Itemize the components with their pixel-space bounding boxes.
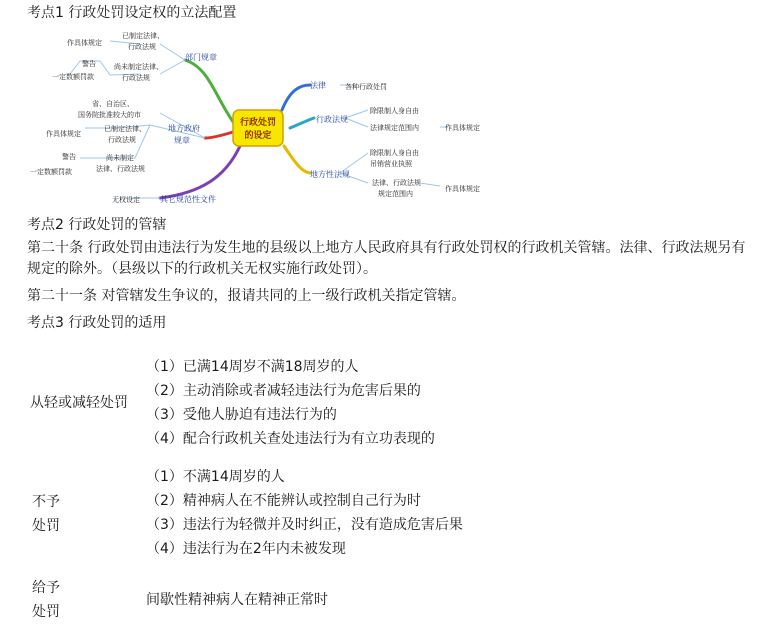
- branch-qita-guifan: 其它规范性文件: [160, 195, 216, 204]
- congqing-item-3: （3）受他人胁迫有违法行为的: [146, 407, 337, 423]
- branch-line-difang-zhengfu: [205, 132, 233, 138]
- center-line-1: 行政处罚: [239, 118, 277, 128]
- leaf-zuo-juti-2: 作具体规定: [46, 130, 81, 138]
- section1-title: 考点1 行政处罚设定权的立法配置: [27, 5, 237, 21]
- leaf-zuo-juti-1: 作具体规定: [67, 39, 102, 47]
- branch-bumen-guizhang: 部门规章: [185, 53, 217, 62]
- leaf-falv-guiding: 法律规定范围内: [370, 124, 419, 132]
- branch-difang-fagui: 地方性法规: [310, 170, 350, 179]
- buyu-item-1: （1）不满14周岁的人: [146, 469, 285, 485]
- mindmap-diagram: [0, 28, 560, 214]
- group-label-buyu-2: 处罚: [32, 518, 60, 534]
- branch-line-qita: [160, 146, 240, 198]
- buyu-item-3: （3）违法行为轻微并及时纠正，没有造成危害后果: [146, 517, 463, 533]
- congqing-item-2: （2）主动消除或者减轻违法行为危害后果的: [146, 383, 421, 399]
- group-label-buyu-1: 不予: [32, 494, 60, 510]
- group-label-congqing: 从轻或减轻处罚: [30, 395, 128, 411]
- leaf-zuo-juti-3: 作具体规定: [445, 124, 480, 132]
- section3-title: 考点3 行政处罚的适用: [27, 315, 167, 331]
- buyu-item-2: （2）精神病人在不能辨认或控制自己行为时: [146, 493, 421, 509]
- buyu-item-4: （4）违法行为在2年内未被发现: [146, 541, 346, 557]
- leaf-yidingshue-1: 一定数额罚款: [52, 73, 94, 81]
- leaf-falv-xingzheng-b: 规定范围内: [378, 190, 413, 198]
- leaf-chu-xianzhi-2b: 吊销营业执照: [370, 160, 412, 168]
- leaf-wuquan-sheding: 无权设定: [112, 196, 140, 204]
- group-label-jiyu-1: 给予: [32, 580, 60, 596]
- leaf-jinggao-1: 警告: [82, 60, 96, 68]
- leaf-shangwei-2b: 法律、行政法规: [96, 165, 145, 173]
- branch-line-difang-fagui: [284, 146, 310, 173]
- branch-difang-zhengfu-2: 规章: [174, 136, 190, 145]
- branch-falv: 法律: [310, 81, 326, 90]
- leaf-jinggao-2: 警告: [62, 153, 76, 161]
- leaf-shangwei-1b: 行政法规: [122, 74, 150, 82]
- leaf-zuo-juti-4: 作具体规定: [445, 185, 480, 193]
- leaf-sheng-2: 国务院批准较大的市: [78, 111, 141, 119]
- leaf-falv-xingzheng-a: 法律、行政法规: [372, 179, 421, 187]
- leaf-chu-xianzhi-2a: 除限制人身自由: [370, 149, 419, 157]
- congqing-item-1: （1）已满14周岁不满18周岁的人: [146, 359, 359, 375]
- leaf-yidingshue-2: 一定数额罚款: [30, 168, 72, 176]
- branch-line-bumen: [185, 60, 236, 126]
- leaf-yizhiding-2b: 行政法规: [108, 136, 136, 144]
- branch-line-xingzheng-fagui: [290, 118, 314, 128]
- leaf-yizhiding-2a: 已制定法律、: [104, 125, 146, 133]
- leaf-gezhong-chufa: 各种行政处罚: [345, 83, 387, 91]
- section2-title: 考点2 行政处罚的管辖: [27, 217, 167, 233]
- leaf-sheng-1: 省、自治区、: [92, 100, 134, 108]
- leaf-chu-xianzhi: 除限制人身自由: [370, 107, 419, 115]
- congqing-item-4: （4）配合行政机关查处违法行为有立功表现的: [146, 431, 435, 447]
- branch-line-falv: [282, 85, 310, 110]
- jiyu-item-1: 间歇性精神病人在精神正常时: [146, 592, 328, 608]
- article-21: 第二十一条 对管辖发生争议的，报请共同的上一级行政机关指定管辖。: [27, 288, 466, 304]
- leaf-shangwei-2a: 尚未制定: [106, 154, 134, 162]
- branch-difang-zhengfu-1: 地方政府: [168, 124, 200, 133]
- leaf-yizhiding-1b: 行政法规: [128, 43, 156, 51]
- leaf-shangwei-1a: 尚未制定法律、: [114, 63, 163, 71]
- branch-xingzheng-fagui: 行政法规: [316, 115, 348, 124]
- center-line-2: 的设定: [244, 131, 272, 141]
- article-20: 第二十条 行政处罚由违法行为发生地的县级以上地方人民政府具有行政处罚权的行政机关管辖。法律、行政法规另有规定的除外。（县级以下的行政机关无权实施行政处罚）。: [27, 240, 746, 277]
- leaf-yizhiding-1a: 已制定法律、: [122, 32, 164, 40]
- group-label-jiyu-2: 处罚: [32, 604, 60, 620]
